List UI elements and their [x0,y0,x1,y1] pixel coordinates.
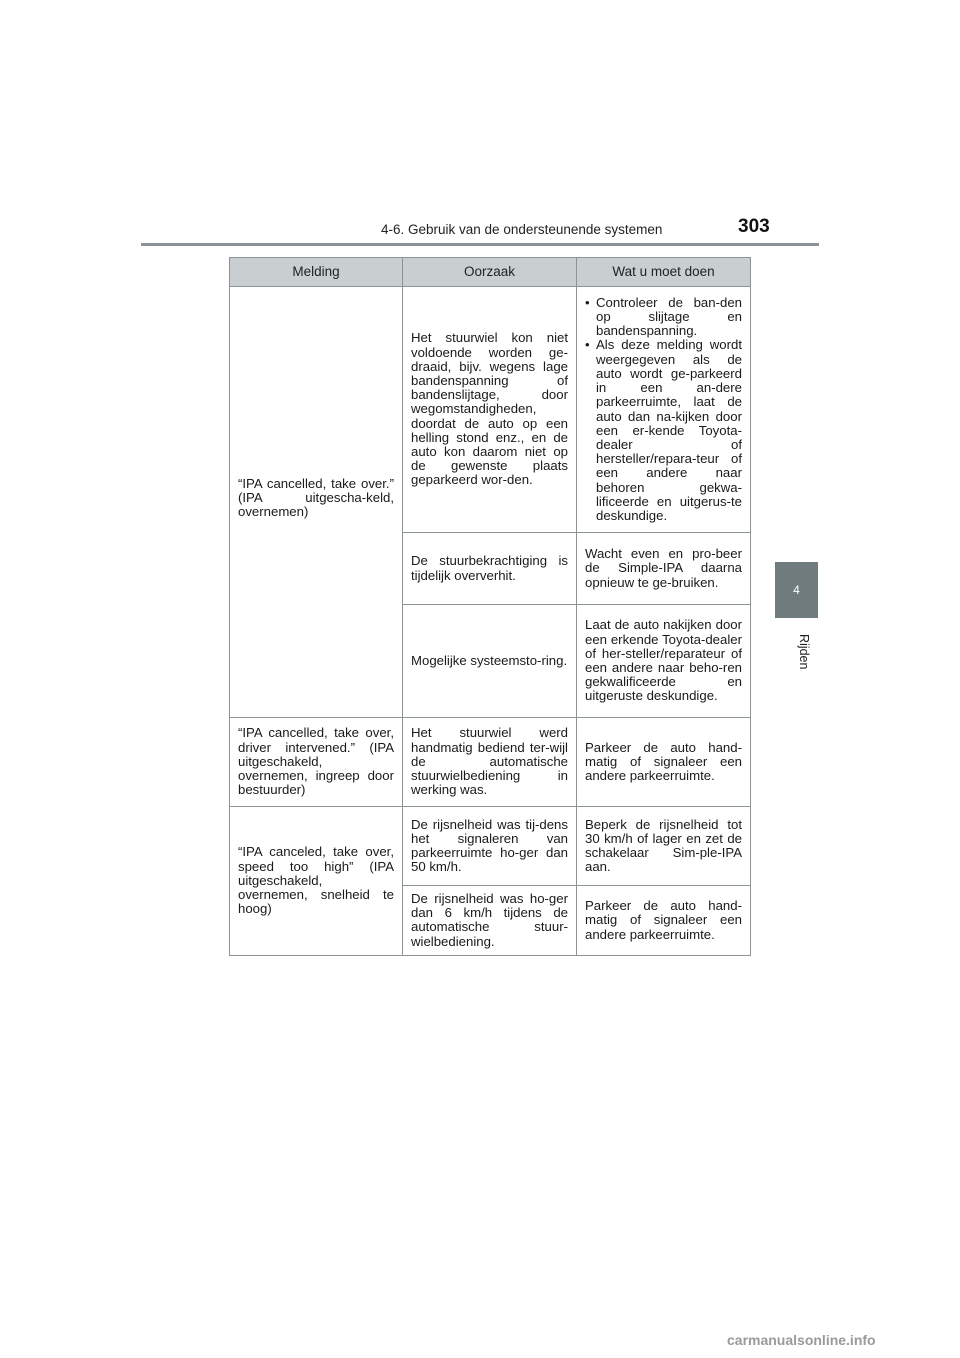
header-divider [141,243,819,246]
action-list [585,296,742,523]
chapter-label: Rijden [797,634,811,670]
oorzaak-cell: De rijsnelheid was ho-ger dan 6 km/h tijdens de automatische stuur-wielbediening. [403,886,577,956]
oorzaak-cell: De stuurbekrachtiging is tijdelijk oververhit. [403,533,577,605]
actie-cell: Wacht even en pro-beer de Simple-IPA daarna opnieuw te ge-bruiken. [577,533,751,605]
list-item: • Als deze melding wordt weergegeven als de auto wordt ge-parkeerd in een an-dere parkeerruimte, laat de auto dan na-kijken door een er-kende Toyota-dealer of hersteller/repara-teur of een andere naar behoren gekwa-lificeerde en uitgerus-te deskundige. [585,338,742,523]
message-table [229,257,751,956]
column-header-actie: Wat u moet doen [577,258,751,287]
melding-cell: “IPA cancelled, take over, driver intervened.” (IPA uitgeschakeld, overnemen, ingreep door bestuurder) [230,718,403,807]
column-header-melding: Melding [230,258,403,287]
actie-cell: Beperk de rijsnelheid tot 30 km/h of lager en zet de schakelaar Sim-ple-IPA aan. [577,807,751,886]
section-title: 4-6. Gebruik van de ondersteunende systemen [381,222,663,237]
table-header-row [230,258,751,287]
actie-cell: Laat de auto nakijken door een erkende Toyota-dealer of her-steller/reparateur of een andere naar beho-ren gekwalificeerde en uitgeruste deskundige. [577,605,751,718]
actie-cell: Parkeer de auto hand-matig of signaleer een andere parkeerruimte. [577,718,751,807]
oorzaak-cell: De rijsnelheid was tij-dens het signaleren van parkeerruimte ho-ger dan 50 km/h. [403,807,577,886]
column-header-oorzaak: Oorzaak [403,258,577,287]
oorzaak-cell: Het stuurwiel kon niet voldoende worden ge-draaid, bijv. wegens lage bandenspanning of bandenslijtage, door wegomstandigheden, doordat de auto op een helling stond enz., en de auto kon daarom niet op de gewenste plaats geparkeerd wor-den. [403,287,577,533]
page-number: 303 [738,216,770,237]
melding-cell: “IPA canceled, take over, speed too high” (IPA uitgeschakeld, overnemen, snelheid te hoog) [230,807,403,956]
table-row [230,807,751,886]
actie-cell: Parkeer de auto hand-matig of signaleer een andere parkeerruimte. [577,886,751,956]
table-row [230,718,751,807]
table-row [230,287,751,533]
actie-cell [577,287,751,533]
chapter-number: 4 [793,583,800,597]
oorzaak-cell: Het stuurwiel werd handmatig bediend ter-wijl de automatische stuurwielbediening in werking was. [403,718,577,807]
watermark: carmanualsonline.info [727,1332,876,1348]
chapter-tab[interactable] [775,562,818,618]
melding-cell: “IPA cancelled, take over.” (IPA uitgescha-keld, overnemen) [230,287,403,718]
oorzaak-cell: Mogelijke systeemsto-ring. [403,605,577,718]
list-item: • Controleer de ban-den op slijtage en bandenspanning. [585,296,742,339]
